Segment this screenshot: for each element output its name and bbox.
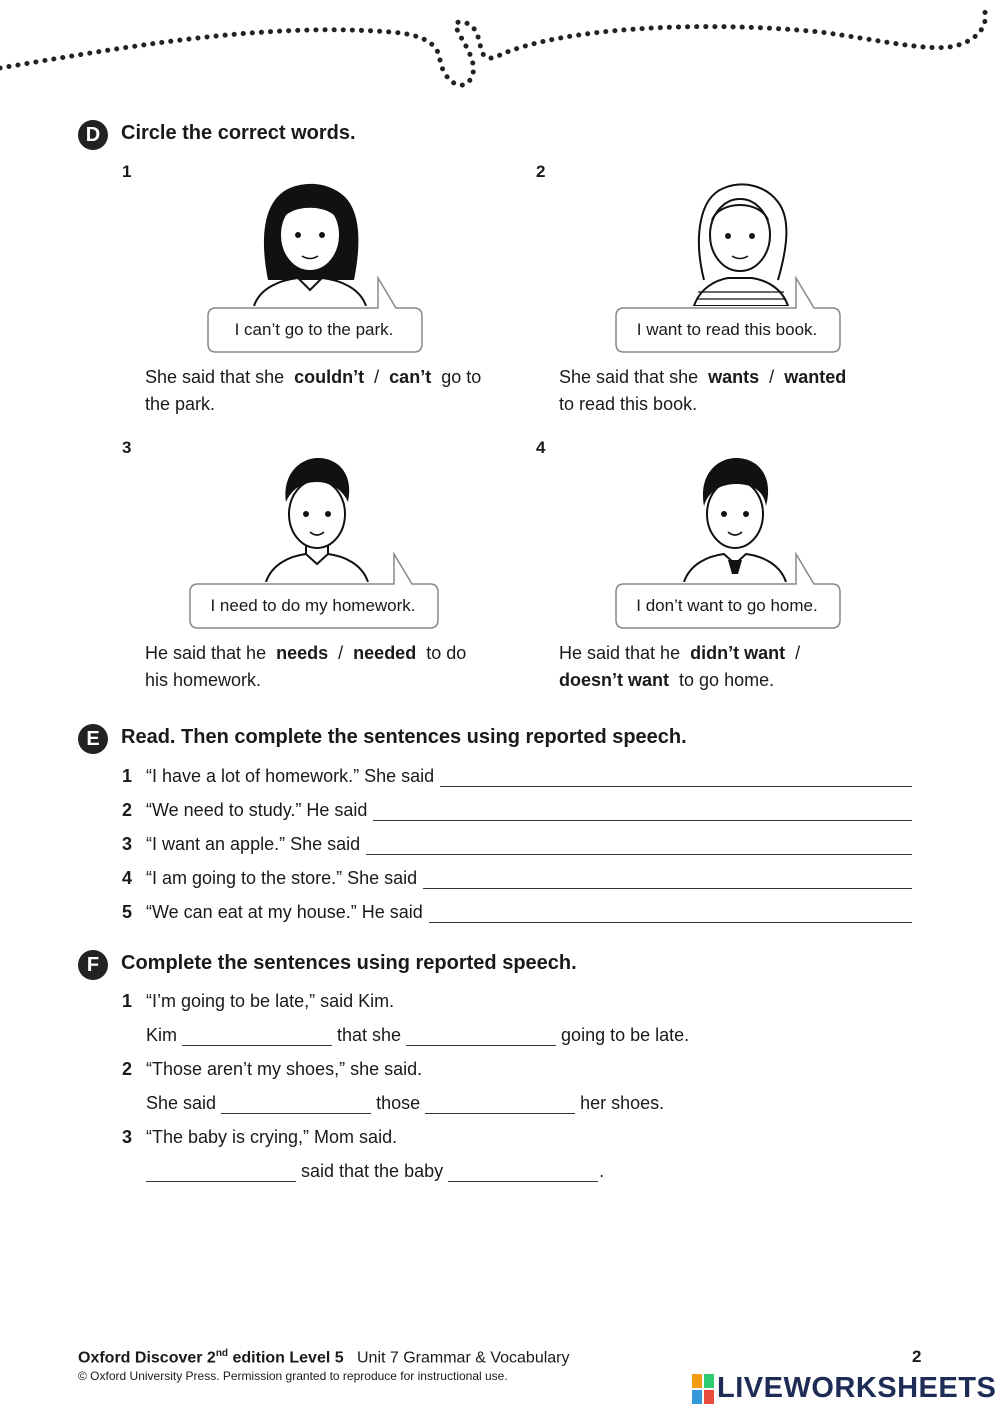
copyright-notice: © Oxford University Press. Permission granted to reproduce for instructional use. (78, 1369, 508, 1383)
answer-blank[interactable] (423, 870, 912, 889)
footer-book-title: Oxford Discover 2nd edition Level 5 Unit 7 Grammar & Vocabulary (78, 1348, 570, 1367)
item-number: 3 (122, 438, 132, 457)
d-sentence-3: He said that he needs / needed to do his homework. (145, 643, 467, 690)
f-line-1: Kim that she going to be late. (146, 1025, 690, 1045)
answer-blank[interactable] (366, 836, 912, 855)
answer-blank[interactable] (146, 1163, 296, 1182)
f-quote-2: 2 “Those aren’t my shoes,” she said. (122, 1059, 423, 1079)
e-item-1: 1 “I have a lot of homework.” She said (122, 761, 912, 787)
answer-blank[interactable] (373, 802, 912, 821)
section-f-badge: F (78, 950, 108, 980)
answer-blank[interactable] (425, 1095, 575, 1114)
speech-bubble-text: I don’t want to go home. (636, 596, 818, 615)
option-b[interactable]: can’t (389, 367, 432, 387)
speech-bubble (186, 552, 446, 634)
d-sentence-4: He said that he didn’t want / doesn’t want to go home. (559, 643, 801, 690)
section-d-title: Circle the correct words. (121, 122, 356, 144)
e-item-2: 2 “We need to study.” He said (122, 795, 912, 821)
section-e-title: Read. Then complete the sentences using reported speech. (121, 726, 687, 748)
option-b[interactable]: wanted (784, 367, 847, 387)
liveworksheets-grid-icon (692, 1374, 714, 1404)
answer-blank[interactable] (182, 1027, 332, 1046)
d-sentence-1: She said that she couldn’t / can’t go to the park. (145, 367, 482, 414)
e-item-5: 5 “We can eat at my house.” He said (122, 897, 912, 923)
option-a[interactable]: didn’t want (690, 643, 786, 663)
speech-bubble (204, 276, 430, 358)
f-quote-3: 3 “The baby is crying,” Mom said. (122, 1127, 398, 1147)
answer-blank[interactable] (448, 1163, 598, 1182)
d-sentence-2: She said that she wants / wanted to read this book. (559, 367, 847, 414)
option-b[interactable]: needed (353, 643, 417, 663)
section-e-badge: E (78, 724, 108, 754)
option-b[interactable]: doesn’t want (559, 670, 670, 690)
section-f-title: Complete the sentences using reported speech. (121, 952, 577, 974)
answer-blank[interactable] (406, 1027, 556, 1046)
item-number: 4 (536, 438, 546, 457)
e-item-4: 4 “I am going to the store.” She said (122, 863, 912, 889)
speech-bubble-text: I need to do my homework. (210, 596, 416, 615)
speech-bubble-text: I want to read this book. (636, 320, 818, 339)
e-item-3: 3 “I want an apple.” She said (122, 829, 912, 855)
dotted-decoration (0, 0, 1000, 110)
page-number: 2 (912, 1347, 922, 1366)
item-number: 2 (536, 162, 546, 181)
f-line-3: said that the baby . (146, 1156, 604, 1182)
option-a[interactable]: needs (276, 643, 329, 663)
option-a[interactable]: couldn’t (294, 367, 365, 387)
f-quote-1: 1 “I’m going to be late,” said Kim. (122, 991, 395, 1011)
answer-blank[interactable] (221, 1095, 371, 1114)
answer-blank[interactable] (429, 904, 912, 923)
item-number: 1 (122, 162, 132, 181)
f-line-2: She said those her shoes. (146, 1093, 665, 1113)
section-d-badge: D (78, 120, 108, 150)
answer-blank[interactable] (440, 768, 912, 787)
liveworksheets-logo: LIVEWORKSHEETS (692, 1372, 996, 1405)
speech-bubble-text: I can’t go to the park. (234, 320, 394, 339)
option-a[interactable]: wants (708, 367, 760, 387)
speech-bubble (612, 552, 848, 634)
speech-bubble (612, 276, 848, 358)
